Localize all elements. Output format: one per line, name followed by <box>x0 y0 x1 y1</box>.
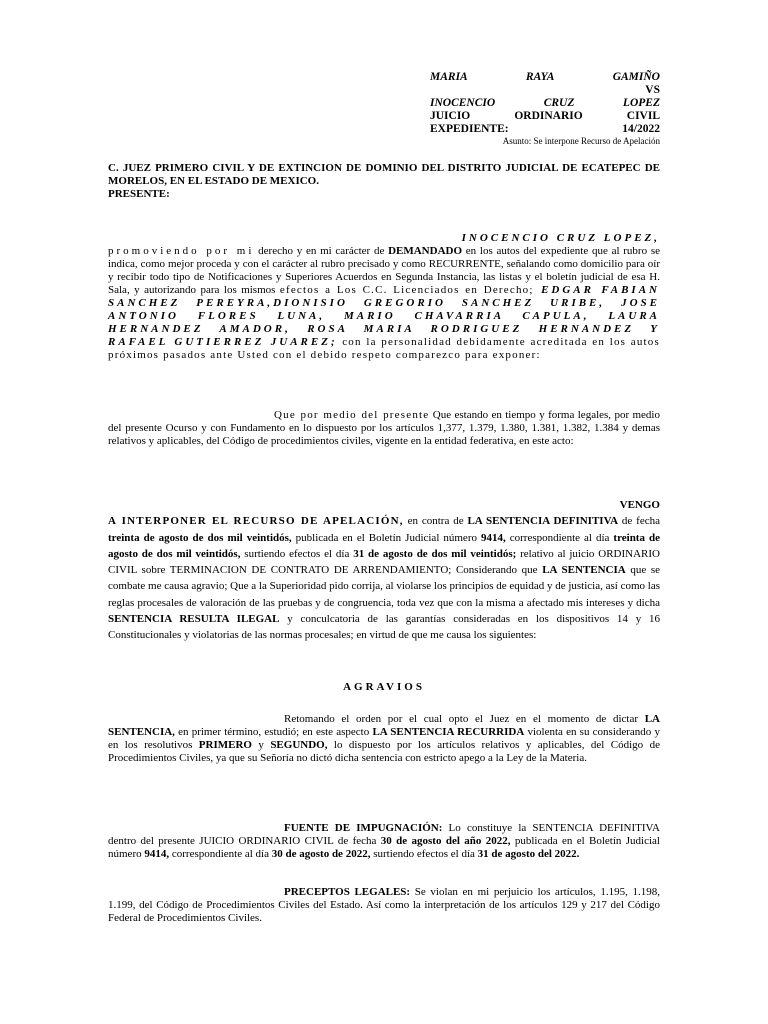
vengo-bold-3: 9414, <box>481 531 506 544</box>
actor-last-name: GAMIÑO <box>612 71 660 83</box>
vengo-bold-5: 31 de agosto de dos mil veintidós; <box>353 547 517 560</box>
retomando-text-1: Retomando el orden por el cual opto el Juez en el momento de dictar <box>284 713 645 725</box>
fuente-lead: FUENTE DE IMPUGNACIÓN: <box>284 822 443 834</box>
expediente-row <box>430 123 660 136</box>
retomando-bold-3: PRIMERO <box>198 739 252 751</box>
fuente-bold-1: 30 de agosto del año 2022, <box>380 835 511 847</box>
actor-middle-name: RAYA <box>525 71 555 83</box>
medio-lead: Que por medio del presente <box>274 409 430 421</box>
medio-text: Que estando en tiempo y forma legales, por medio del presente Ocurso y con Fundamento en lo dispuesto por los artículos 1,377, 1.379, 1.380, 1.381, 1.382, 1.384 y demas relativos y aplicables, del Código de procedimientos civiles, vigente en la entidad federativa, en este acto: <box>108 409 660 447</box>
preceptos-paragraph <box>108 886 660 925</box>
vengo-bold-7: SENTENCIA RESULTA ILEGAL <box>108 613 280 626</box>
juicio-word-1: JUICIO <box>430 110 471 122</box>
fuente-bold-4: 31 de agosto del 2022. <box>477 848 580 860</box>
promovente-name: INOCENCIO CRUZ LOPEZ, <box>461 232 660 244</box>
vengo-heading: VENGO <box>619 499 660 511</box>
vengo-text-7: que se combate me causa agravio; Que a la Superioridad pido corrija, al violarse los principios de equidad y de justicia, así como las reglas procesales de valoración de las pruebas y de congruencia, toda vez que con la misma a afectado mis intereses y dicha <box>108 564 661 609</box>
asunto-line: Asunto: Se interpone Recurso de Apelación <box>502 136 660 146</box>
vengo-text-1: en contra de <box>403 515 468 528</box>
retomando-bold-4: SEGUNDO, <box>270 739 328 751</box>
retomando-text-3: violenta en su considerando y en los resolutivos <box>108 726 660 751</box>
preceptos-text: Se violan en mi perjuicio los artículos, 1.195, 1.198, 1.199, del Código de Procedimientos Civiles del Estado. Así como la interpretación de los artículos 129 y 217 del Código Federal de Procedimientos Civiles. <box>108 886 660 924</box>
intro-text-4: efectos a Los C.C. Licenciados en Derecho; <box>279 284 534 296</box>
fuente-text-4: surtiendo efectos el día <box>370 848 478 860</box>
fuente-bold-3: 30 de agosto de 2022, <box>271 848 371 860</box>
fuente-bold-2: 9414, <box>144 848 170 860</box>
intro-text-2: derecho y en mi carácter de <box>254 245 389 257</box>
retomando-bold-1: LA SENTENCIA, <box>108 713 660 738</box>
retomando-bold-2: LA SENTENCIA RECURRIDA <box>372 726 525 738</box>
intro-text-3: en los autos del expediente que al rubro se indica, como mejor proceda y con el carácter al rubro precisado y como RECURRENTE, señalando como domicilio para oír y recibir todo tipo de Notificaciones y Superiores Acuerdos en Segunda Instancia, las listas y el boletín judicial de esa H. Sala, y autorizando para los mismos <box>108 245 661 296</box>
intro-text-1: promoviendo por mi <box>108 245 255 257</box>
defendant-row <box>430 97 660 110</box>
actor-first-name: MARIA <box>430 71 468 83</box>
defendant-middle-name: CRUZ <box>543 97 575 109</box>
case-caption <box>430 71 660 147</box>
vengo-text-3: publicada en el Boletín Judicial número <box>291 531 481 544</box>
vengo-body <box>108 513 660 643</box>
vengo-bold-4: treinta de agosto de dos mil veintidós, <box>108 531 660 560</box>
addressee-block <box>108 162 660 201</box>
vengo-text-5: surtiendo efectos el día <box>240 547 354 560</box>
retomando-text-4: y <box>251 739 271 751</box>
intro-body <box>108 245 660 362</box>
retomando-text-5: lo dispuesto por los artículos relativos y aplicables, del Código de Procedimientos Civiles, ya que su Señoría no dictó dicha sentencia con estricto apego a la Ley de la Materia. <box>108 739 660 764</box>
actor-row <box>430 71 660 84</box>
fuente-text-2: publicada en el Boletín Judicial número <box>108 835 660 860</box>
fuente-paragraph <box>108 822 660 861</box>
expediente-label: EXPEDIENTE: <box>430 123 509 135</box>
fuente-text-1: Lo constituye la SENTENCIA DEFINITIVA dentro del presente JUICIO ORDINARIO CIVIL de fecha <box>108 822 660 847</box>
vengo-lead: A INTERPONER EL RECURSO DE APELACIÓN, <box>108 515 404 528</box>
fuente-text-3: correspondiente al día <box>169 848 272 860</box>
juicio-row <box>430 110 660 123</box>
intro-role: DEMANDADO <box>388 245 463 257</box>
intro-paragraph <box>108 232 660 362</box>
defendant-last-name: LOPEZ <box>622 97 660 109</box>
vengo-text-6: relativo al juicio ORDINARIO CIVIL sobre TERMINACION DE CONTRATO DE ARRENDAMIENTO; Considerando que <box>108 547 660 577</box>
addressee-presente: PRESENTE: <box>108 188 170 200</box>
addressee-court: C. JUEZ PRIMERO CIVIL Y DE EXTINCION DE DOMINIO DEL DISTRITO JUDICIAL DE ECATEPEC DE MORELOS, EN EL ESTADO DE MEXICO. <box>108 162 660 187</box>
intro-text-5: con la personalidad debidamente acreditada en los autos próximos pasados ante Usted con el debido respeto comparezco para exponer: <box>108 336 660 361</box>
juicio-word-3: CIVIL <box>626 110 660 122</box>
intro-lawyers: EDGAR FABIAN SANCHEZ PEREYRA,DIONISIO GREGORIO SANCHEZ URIBE, JOSE ANTONIO FLORES LUNA, MARIO CHAVARRIA CAPULA, LAURA HERNANDEZ AMADOR, ROSA MARIA RODRIGUEZ HERNANDEZ Y RAFAEL GUTIERREZ JUAREZ; <box>108 284 660 348</box>
defendant-first-name: INOCENCIO <box>430 97 496 109</box>
vengo-paragraph <box>108 497 660 644</box>
vengo-text-8: y conculcatoria de las garantías consideradas en los dispositivos 14 y 16 Constitucionales y violatorias de las normas procesales; en virtud de que me causa los siguientes: <box>108 613 660 642</box>
versus-label: VS <box>645 84 660 96</box>
juicio-word-2: ORDINARIO <box>514 110 583 122</box>
preceptos-lead: PRECEPTOS LEGALES: <box>284 886 411 898</box>
retomando-paragraph <box>108 713 660 765</box>
vengo-bold-2: treinta de agosto de dos mil veintidós, <box>108 531 292 544</box>
agravios-heading: AGRAVIOS <box>343 681 425 693</box>
retomando-text-2: en primer término, estudió; en este aspecto <box>174 726 373 738</box>
vengo-bold-1: LA SENTENCIA DEFINITIVA <box>467 515 619 528</box>
vengo-bold-6: LA SENTENCIA <box>542 564 626 577</box>
vengo-text-4: correspondiente al día <box>505 531 614 544</box>
expediente-value: 14/2022 <box>622 123 660 135</box>
vengo-text-2: de fecha <box>618 515 660 528</box>
medio-paragraph <box>108 409 660 448</box>
